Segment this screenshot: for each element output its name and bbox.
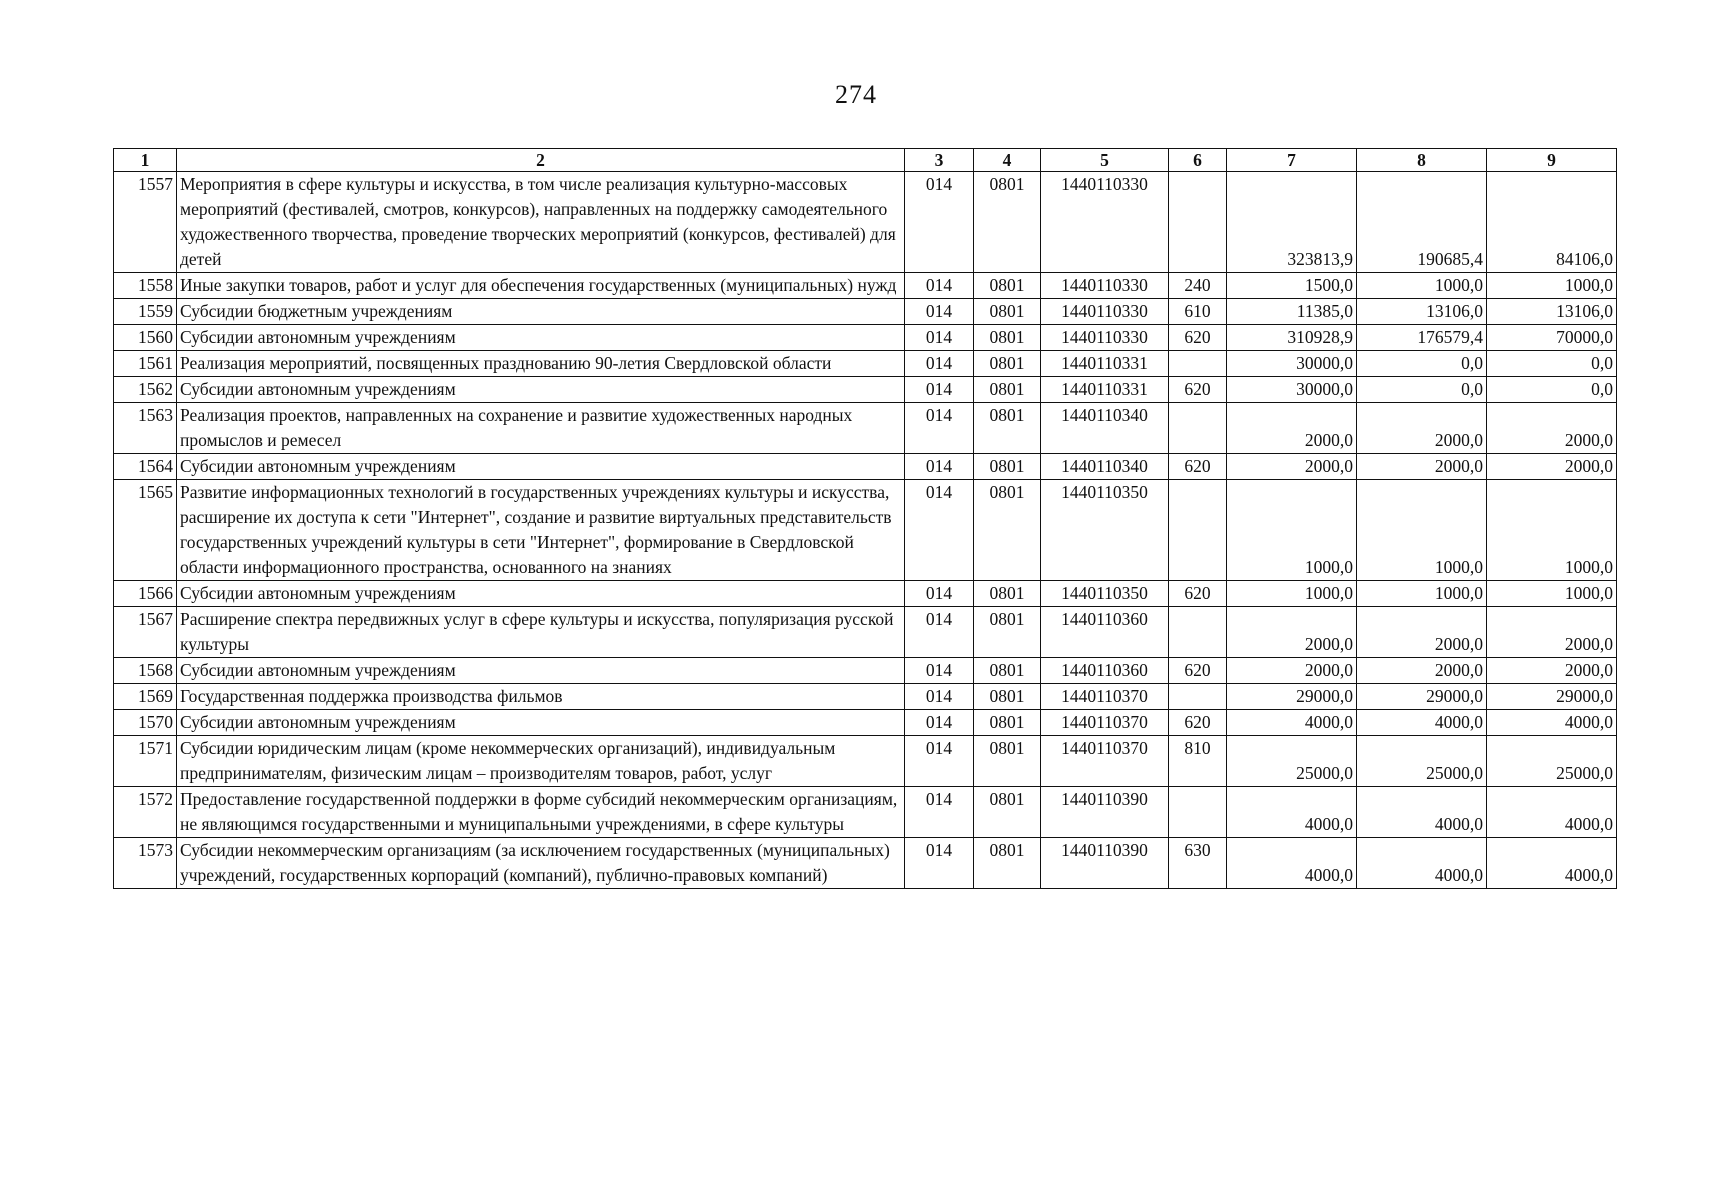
col8-amount: 13106,0: [1357, 299, 1487, 325]
row-number: 1560: [114, 325, 177, 351]
table-row: [114, 658, 1617, 684]
col9-amount: 2000,0: [1487, 403, 1617, 454]
item-name: Расширение спектра передвижных услуг в сфере культуры и искусства, популяризация русской культуры: [177, 607, 905, 658]
col4-code: 0801: [974, 454, 1041, 480]
col4-code: 0801: [974, 377, 1041, 403]
item-name: Мероприятия в сфере культуры и искусства, в том числе реализация культурно-массовых мероприятий (фестивалей, смотров, конкурсов), направленных на поддержку самодеятельного художественного творчества, проведение творческих мероприятий (конкурсов, фестивалей) для детей: [177, 172, 905, 273]
col7-amount: 2000,0: [1227, 607, 1357, 658]
col3-code: 014: [905, 736, 974, 787]
row-number: 1564: [114, 454, 177, 480]
item-name: Субсидии автономным учреждениям: [177, 710, 905, 736]
col4-code: 0801: [974, 710, 1041, 736]
col6-code: [1169, 480, 1227, 581]
row-number: 1559: [114, 299, 177, 325]
col5-code: 1440110390: [1041, 838, 1169, 889]
row-number: 1570: [114, 710, 177, 736]
col4-code: 0801: [974, 736, 1041, 787]
col9-amount: 1000,0: [1487, 273, 1617, 299]
table-row: [114, 351, 1617, 377]
col8-amount: 176579,4: [1357, 325, 1487, 351]
col6-code: 240: [1169, 273, 1227, 299]
table-row: [114, 325, 1617, 351]
row-number: 1573: [114, 838, 177, 889]
row-number: 1566: [114, 581, 177, 607]
header-cell-9: 9: [1487, 149, 1617, 172]
col7-amount: 4000,0: [1227, 787, 1357, 838]
col6-code: [1169, 172, 1227, 273]
item-name: Реализация мероприятий, посвященных празднованию 90-летия Свердловской области: [177, 351, 905, 377]
col8-amount: 2000,0: [1357, 607, 1487, 658]
col5-code: 1440110340: [1041, 454, 1169, 480]
col7-amount: 2000,0: [1227, 658, 1357, 684]
header-cell-4: 4: [974, 149, 1041, 172]
col4-code: 0801: [974, 273, 1041, 299]
table-row: [114, 736, 1617, 787]
col5-code: 1440110331: [1041, 351, 1169, 377]
col8-amount: 4000,0: [1357, 838, 1487, 889]
row-number: 1563: [114, 403, 177, 454]
col3-code: 014: [905, 403, 974, 454]
col4-code: 0801: [974, 607, 1041, 658]
header-cell-1: 1: [114, 149, 177, 172]
row-number: 1567: [114, 607, 177, 658]
col9-amount: 4000,0: [1487, 838, 1617, 889]
col7-amount: 11385,0: [1227, 299, 1357, 325]
col3-code: 014: [905, 658, 974, 684]
col9-amount: 84106,0: [1487, 172, 1617, 273]
col5-code: 1440110360: [1041, 658, 1169, 684]
table-row: [114, 838, 1617, 889]
col8-amount: 4000,0: [1357, 787, 1487, 838]
item-name: Субсидии автономным учреждениям: [177, 377, 905, 403]
col8-amount: 4000,0: [1357, 710, 1487, 736]
col9-amount: 2000,0: [1487, 454, 1617, 480]
col5-code: 1440110330: [1041, 325, 1169, 351]
col7-amount: 1000,0: [1227, 480, 1357, 581]
col4-code: 0801: [974, 684, 1041, 710]
row-number: 1568: [114, 658, 177, 684]
col5-code: 1440110370: [1041, 710, 1169, 736]
table-body: [114, 172, 1617, 889]
col9-amount: 13106,0: [1487, 299, 1617, 325]
col7-amount: 30000,0: [1227, 351, 1357, 377]
item-name: Субсидии автономным учреждениям: [177, 658, 905, 684]
page-number: 274: [835, 80, 877, 109]
col8-amount: 190685,4: [1357, 172, 1487, 273]
col6-code: 620: [1169, 710, 1227, 736]
col9-amount: 1000,0: [1487, 581, 1617, 607]
col3-code: 014: [905, 684, 974, 710]
header-cell-5: 5: [1041, 149, 1169, 172]
col7-amount: 310928,9: [1227, 325, 1357, 351]
col5-code: 1440110370: [1041, 736, 1169, 787]
col7-amount: 2000,0: [1227, 403, 1357, 454]
item-name: Субсидии автономным учреждениям: [177, 454, 905, 480]
col7-amount: 29000,0: [1227, 684, 1357, 710]
item-name: Субсидии некоммерческим организациям (за исключением государственных (муниципальных) учреждений, государственных корпораций (компаний), публично-правовых компаний): [177, 838, 905, 889]
col5-code: 1440110370: [1041, 684, 1169, 710]
col5-code: 1440110330: [1041, 273, 1169, 299]
col5-code: 1440110330: [1041, 299, 1169, 325]
col7-amount: 30000,0: [1227, 377, 1357, 403]
item-name: Предоставление государственной поддержки в форме субсидий некоммерческим организациям, не являющимся государственными и муниципальными учреждениями, в сфере культуры: [177, 787, 905, 838]
table-row: [114, 299, 1617, 325]
row-number: 1561: [114, 351, 177, 377]
col5-code: 1440110330: [1041, 172, 1169, 273]
row-number: 1557: [114, 172, 177, 273]
col6-code: [1169, 684, 1227, 710]
item-name: Субсидии автономным учреждениям: [177, 581, 905, 607]
header-cell-2: 2: [177, 149, 905, 172]
col8-amount: 25000,0: [1357, 736, 1487, 787]
col6-code: 620: [1169, 454, 1227, 480]
col7-amount: 2000,0: [1227, 454, 1357, 480]
header-cell-7: 7: [1227, 149, 1357, 172]
table-row: [114, 454, 1617, 480]
table-row: [114, 787, 1617, 838]
col4-code: 0801: [974, 658, 1041, 684]
col3-code: 014: [905, 607, 974, 658]
header-cell-3: 3: [905, 149, 974, 172]
col8-amount: 2000,0: [1357, 454, 1487, 480]
col6-code: 620: [1169, 377, 1227, 403]
row-number: 1565: [114, 480, 177, 581]
col6-code: [1169, 403, 1227, 454]
col4-code: 0801: [974, 480, 1041, 581]
col5-code: 1440110350: [1041, 581, 1169, 607]
col9-amount: 29000,0: [1487, 684, 1617, 710]
row-number: 1558: [114, 273, 177, 299]
col3-code: 014: [905, 710, 974, 736]
item-name: Субсидии автономным учреждениям: [177, 325, 905, 351]
col8-amount: 29000,0: [1357, 684, 1487, 710]
item-name: Развитие информационных технологий в государственных учреждениях культуры и искусства, расширение их доступа к сети "Интернет", создание и развитие виртуальных представительств государственных учреждений культуры в сети "Интернет", формирование в Свердловской области информационного пространства, основанного на знаниях: [177, 480, 905, 581]
col5-code: 1440110350: [1041, 480, 1169, 581]
table-row: [114, 273, 1617, 299]
col9-amount: 4000,0: [1487, 787, 1617, 838]
table-header-row: [114, 149, 1617, 172]
col5-code: 1440110360: [1041, 607, 1169, 658]
col7-amount: 323813,9: [1227, 172, 1357, 273]
row-number: 1571: [114, 736, 177, 787]
col6-code: 620: [1169, 325, 1227, 351]
item-name: Субсидии бюджетным учреждениям: [177, 299, 905, 325]
col3-code: 014: [905, 351, 974, 377]
col7-amount: 1500,0: [1227, 273, 1357, 299]
col9-amount: 0,0: [1487, 377, 1617, 403]
table-row: [114, 684, 1617, 710]
col6-code: 630: [1169, 838, 1227, 889]
col8-amount: 1000,0: [1357, 273, 1487, 299]
header-cell-8: 8: [1357, 149, 1487, 172]
table-row: [114, 710, 1617, 736]
table-row: [114, 607, 1617, 658]
col9-amount: 4000,0: [1487, 710, 1617, 736]
col9-amount: 25000,0: [1487, 736, 1617, 787]
col7-amount: 1000,0: [1227, 581, 1357, 607]
col6-code: [1169, 787, 1227, 838]
col8-amount: 0,0: [1357, 377, 1487, 403]
col7-amount: 4000,0: [1227, 710, 1357, 736]
col3-code: 014: [905, 581, 974, 607]
row-number: 1569: [114, 684, 177, 710]
col5-code: 1440110390: [1041, 787, 1169, 838]
col6-code: 620: [1169, 658, 1227, 684]
col6-code: 610: [1169, 299, 1227, 325]
col9-amount: 70000,0: [1487, 325, 1617, 351]
col4-code: 0801: [974, 325, 1041, 351]
item-name: Государственная поддержка производства фильмов: [177, 684, 905, 710]
col4-code: 0801: [974, 351, 1041, 377]
col9-amount: 2000,0: [1487, 607, 1617, 658]
col4-code: 0801: [974, 299, 1041, 325]
col3-code: 014: [905, 480, 974, 581]
table-row: [114, 172, 1617, 273]
col7-amount: 4000,0: [1227, 838, 1357, 889]
col3-code: 014: [905, 299, 974, 325]
table-row: [114, 377, 1617, 403]
col6-code: [1169, 607, 1227, 658]
table-row: [114, 480, 1617, 581]
col3-code: 014: [905, 273, 974, 299]
table-row: [114, 581, 1617, 607]
col6-code: 810: [1169, 736, 1227, 787]
table-row: [114, 403, 1617, 454]
col3-code: 014: [905, 454, 974, 480]
col8-amount: 2000,0: [1357, 658, 1487, 684]
col8-amount: 1000,0: [1357, 480, 1487, 581]
row-number: 1572: [114, 787, 177, 838]
col4-code: 0801: [974, 838, 1041, 889]
col9-amount: 2000,0: [1487, 658, 1617, 684]
col7-amount: 25000,0: [1227, 736, 1357, 787]
col3-code: 014: [905, 787, 974, 838]
col8-amount: 1000,0: [1357, 581, 1487, 607]
col9-amount: 0,0: [1487, 351, 1617, 377]
col4-code: 0801: [974, 403, 1041, 454]
item-name: Субсидии юридическим лицам (кроме некоммерческих организаций), индивидуальным предпринимателям, физическим лицам – производителям товаров, работ, услуг: [177, 736, 905, 787]
col5-code: 1440110340: [1041, 403, 1169, 454]
col3-code: 014: [905, 325, 974, 351]
row-number: 1562: [114, 377, 177, 403]
col3-code: 014: [905, 838, 974, 889]
col8-amount: 2000,0: [1357, 403, 1487, 454]
col6-code: [1169, 351, 1227, 377]
col5-code: 1440110331: [1041, 377, 1169, 403]
col6-code: 620: [1169, 581, 1227, 607]
budget-table: [113, 148, 1617, 889]
item-name: Иные закупки товаров, работ и услуг для обеспечения государственных (муниципальных) нужд: [177, 273, 905, 299]
col4-code: 0801: [974, 172, 1041, 273]
col8-amount: 0,0: [1357, 351, 1487, 377]
header-cell-6: 6: [1169, 149, 1227, 172]
col3-code: 014: [905, 377, 974, 403]
col4-code: 0801: [974, 787, 1041, 838]
col9-amount: 1000,0: [1487, 480, 1617, 581]
col4-code: 0801: [974, 581, 1041, 607]
item-name: Реализация проектов, направленных на сохранение и развитие художественных народных промыслов и ремесел: [177, 403, 905, 454]
col3-code: 014: [905, 172, 974, 273]
